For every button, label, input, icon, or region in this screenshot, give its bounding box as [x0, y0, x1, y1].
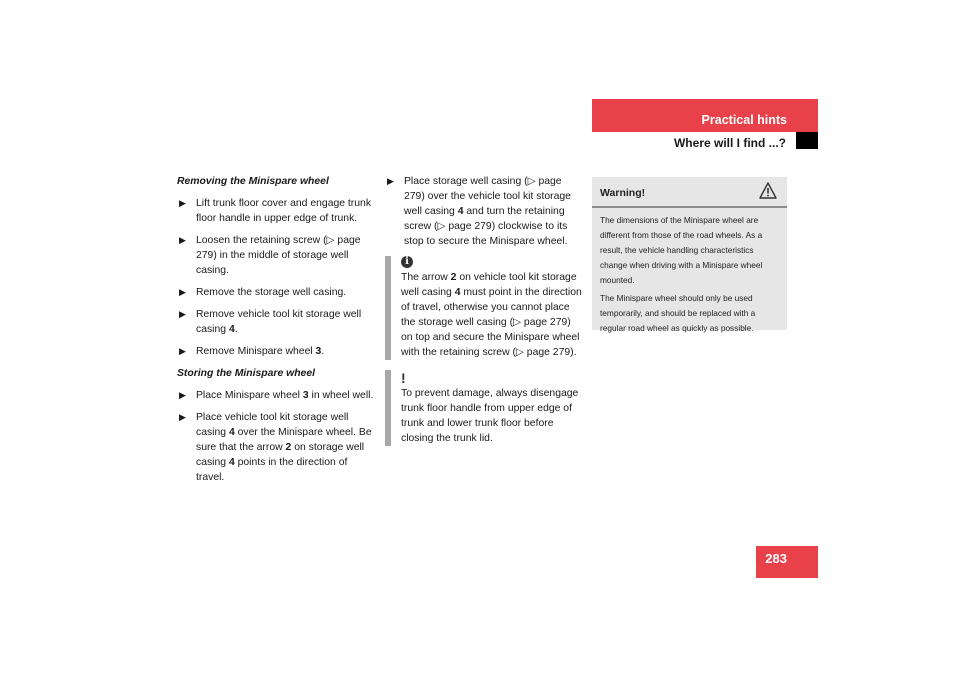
note-bar	[385, 256, 391, 360]
warning-triangle-icon	[759, 182, 777, 204]
step-text: over the Minispare wheel. Be sure that the arrow	[196, 427, 372, 453]
ref-number: 3	[302, 390, 309, 401]
bullet-arrow-icon: ▶	[179, 198, 186, 208]
ref-number: 4	[228, 427, 235, 438]
removing-heading: Removing the Minispare wheel	[177, 176, 329, 187]
section-title: Practical hints	[701, 113, 787, 127]
storing-heading: Storing the Minispare wheel	[177, 368, 315, 379]
warning-header	[592, 177, 787, 208]
ref-number: 4	[454, 287, 461, 298]
ref-number: 2	[450, 272, 457, 283]
info-text: on vehicle tool kit storage well casing	[401, 272, 577, 298]
step-text: Remove the storage well casing.	[196, 287, 347, 298]
warning-body	[600, 213, 781, 339]
step-text: and turn the retaining screw (▷ page 279) clockwise to its stop to secure the Minispare wheel.	[404, 206, 568, 247]
ref-number: 4	[457, 206, 464, 217]
bullet-arrow-icon: ▶	[179, 235, 186, 245]
warning-paragraph: The Minispare wheel should only be used temporarily, and should be replaced with a regular road wheel as quickly as possible.	[600, 293, 756, 333]
list-item	[177, 285, 377, 300]
bullet-arrow-icon: ▶	[179, 309, 186, 319]
list-item: ▶ Remove Minispare wheel 3.	[179, 346, 325, 357]
middle-column	[385, 174, 583, 446]
info-text: The arrow	[401, 272, 448, 283]
warning-paragraph: The dimensions of the Minispare wheel are different from those of the road wheels. As a result, the vehicle handling characteristics change when driving with a Minispare wheel mounted.	[600, 215, 763, 285]
header-band	[592, 99, 818, 132]
header-marker	[796, 132, 818, 149]
note-bar	[385, 370, 391, 446]
step-text: Place vehicle tool kit storage well casing	[196, 412, 349, 438]
list-item	[177, 196, 377, 226]
step-text: in wheel well.	[311, 390, 374, 401]
ref-number: 4	[228, 324, 235, 335]
step-text: Lift trunk floor cover and engage trunk floor handle in upper edge of trunk.	[196, 198, 372, 224]
ref-number: 4	[228, 457, 235, 468]
info-text: must point in the direction of travel, otherwise you cannot place the storage well casing (▷ page 279) on top and secure the Minispare wheel with the retaining screw (▷ page 279).	[401, 287, 582, 358]
list-item	[177, 388, 377, 403]
caution-text: To prevent damage, always disengage trunk floor handle from upper edge of trunk and lower trunk floor before closing the trunk lid.	[401, 388, 579, 444]
page-subtitle: Where will I find ...?	[673, 136, 786, 150]
step-text: on storage well casing	[196, 442, 365, 468]
caution-note	[385, 370, 583, 446]
bullet-arrow-icon: ▶	[179, 390, 186, 400]
bullet-arrow-icon: ▶	[179, 412, 186, 422]
warning-title: Warning!	[600, 187, 646, 199]
step-text: Loosen the retaining screw (▷ page 279) in the middle of storage well casing.	[196, 235, 361, 276]
list-item	[177, 410, 377, 485]
ref-number: 2	[285, 442, 292, 453]
step-text: Remove Minispare wheel	[196, 346, 313, 357]
page-number: 283	[756, 546, 818, 578]
ref-number: 3	[315, 346, 322, 357]
step-text: points in the direction of travel.	[196, 457, 348, 483]
bullet-arrow-icon: ▶	[387, 176, 394, 186]
step-text: Remove vehicle tool kit storage well casing	[196, 309, 362, 335]
step-text: Place storage well casing (▷ page 279) over the vehicle tool kit storage well casing	[404, 176, 571, 217]
warning-box	[592, 177, 787, 333]
bullet-arrow-icon: ▶	[179, 287, 186, 297]
info-note	[385, 256, 583, 360]
info-icon: i	[401, 256, 413, 268]
left-column	[177, 174, 377, 492]
list-item	[177, 233, 377, 278]
step-text: Place Minispare wheel	[196, 390, 300, 401]
bullet-arrow-icon: ▶	[179, 346, 186, 356]
list-item: ▶ Remove vehicle tool kit storage well casing 4.	[179, 309, 362, 335]
list-item	[385, 174, 583, 249]
caution-icon: !	[401, 370, 406, 386]
